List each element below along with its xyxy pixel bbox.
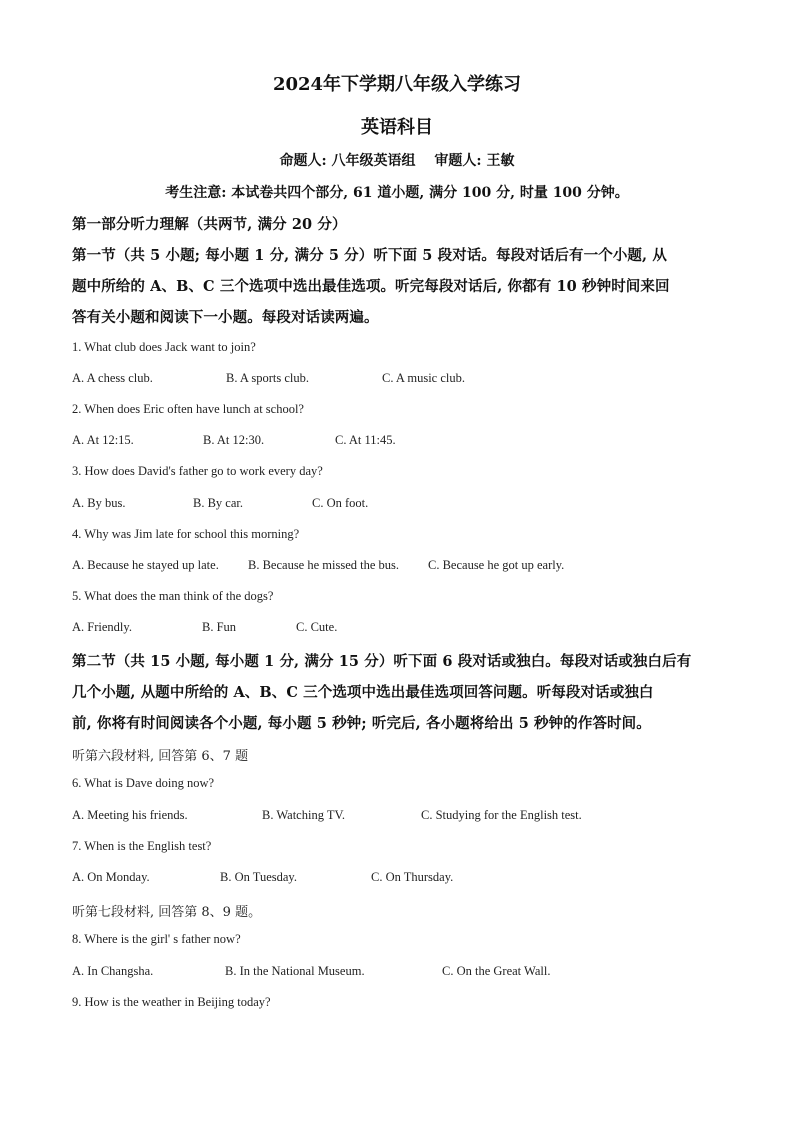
q5-option-a: A. Friendly. [72, 620, 132, 634]
q6-option-a: A. Meeting his friends. [72, 808, 188, 822]
part1-heading: 第一部分听力理解（共两节, 满分 20 分） [72, 216, 347, 233]
q6-option-b: B. Watching TV. [262, 808, 346, 822]
subject-title: 英语科目 [361, 117, 433, 138]
question-4: 4. Why was Jim late for school this morning? [72, 527, 300, 541]
question-2: 2. When does Eric often have lunch at school? [72, 402, 304, 416]
question-6: 6. What is Dave doing now? [72, 776, 215, 790]
q8-option-a: A. In Changsha. [72, 964, 154, 978]
q8-option-c: C. On the Great Wall. [442, 964, 551, 978]
q1-option-a: A. A chess club. [72, 371, 153, 385]
question-3: 3. How does David's father go to work every day? [72, 464, 323, 478]
question-7: 7. When is the English test? [72, 839, 212, 853]
q2-option-c: C. At 11:45. [335, 433, 396, 447]
q2-option-b: B. At 12:30. [203, 433, 265, 447]
q5-option-c: C. Cute. [296, 620, 338, 634]
q7-option-a: A. On Monday. [72, 870, 150, 884]
section1-intro-line3: 答有关小题和阅读下一小题。每段对话读两遍。 [72, 309, 379, 326]
section1-intro-line1: 第一节（共 5 小题; 每小题 1 分, 满分 5 分）听下面 5 段对话。每段对话后有一个小题, 从 [72, 247, 667, 264]
exam-title: 2024年下学期八年级入学练习 [272, 74, 522, 95]
section1-intro-line2: 题中所给的 A、B、C 三个选项中选出最佳选项。听完每段对话后, 你都有 10 秒钟时间来回 [72, 278, 670, 295]
question-5: 5. What does the man think of the dogs? [72, 589, 274, 603]
q5-option-b: B. Fun [202, 620, 237, 634]
q7-option-c: C. On Thursday. [371, 870, 454, 884]
notice-line: 考生注意: 本试卷共四个部分, 61 道小题, 满分 100 分, 时量 100 分钟。 [165, 185, 629, 201]
question-8: 8. Where is the girl' s father now? [72, 932, 241, 946]
section2-intro-line3: 前, 你将有时间阅读各个小题, 每小题 5 秒钟; 听完后, 各小题将给出 5 秒钟的作答时间。 [72, 715, 651, 732]
q6-option-c: C. Studying for the English test. [421, 808, 582, 822]
q3-option-c: C. On foot. [312, 496, 369, 510]
q3-option-a: A. By bus. [72, 496, 126, 510]
section2-intro-line2: 几个小题, 从题中所给的 A、B、C 三个选项中选出最佳选项回答问题。听每段对话或独白 [72, 684, 654, 701]
q8-option-b: B. In the National Museum. [225, 964, 365, 978]
question-1: 1. What club does Jack want to join? [72, 340, 256, 354]
material-7-instruction: 听第七段材料, 回答第 8、9 题。 [72, 905, 262, 920]
q4-option-a: A. Because he stayed up late. [72, 558, 219, 572]
q4-option-b: B. Because he missed the bus. [248, 558, 400, 572]
q1-option-c: C. A music club. [382, 371, 465, 385]
q2-option-a: A. At 12:15. [72, 433, 134, 447]
question-9: 9. How is the weather in Beijing today? [72, 995, 271, 1009]
q1-option-b: B. A sports club. [226, 371, 309, 385]
authors-line: 命题人: 八年级英语组 审题人: 王敏 [279, 153, 515, 169]
q4-option-c: C. Because he got up early. [428, 558, 565, 572]
section2-intro-line1: 第二节（共 15 小题, 每小题 1 分, 满分 15 分）听下面 6 段对话或独白。每段对话或独白后有 [72, 653, 692, 670]
material-6-instruction: 听第六段材料, 回答第 6、7 题 [72, 749, 249, 764]
q7-option-b: B. On Tuesday. [220, 870, 297, 884]
q3-option-b: B. By car. [193, 496, 243, 510]
